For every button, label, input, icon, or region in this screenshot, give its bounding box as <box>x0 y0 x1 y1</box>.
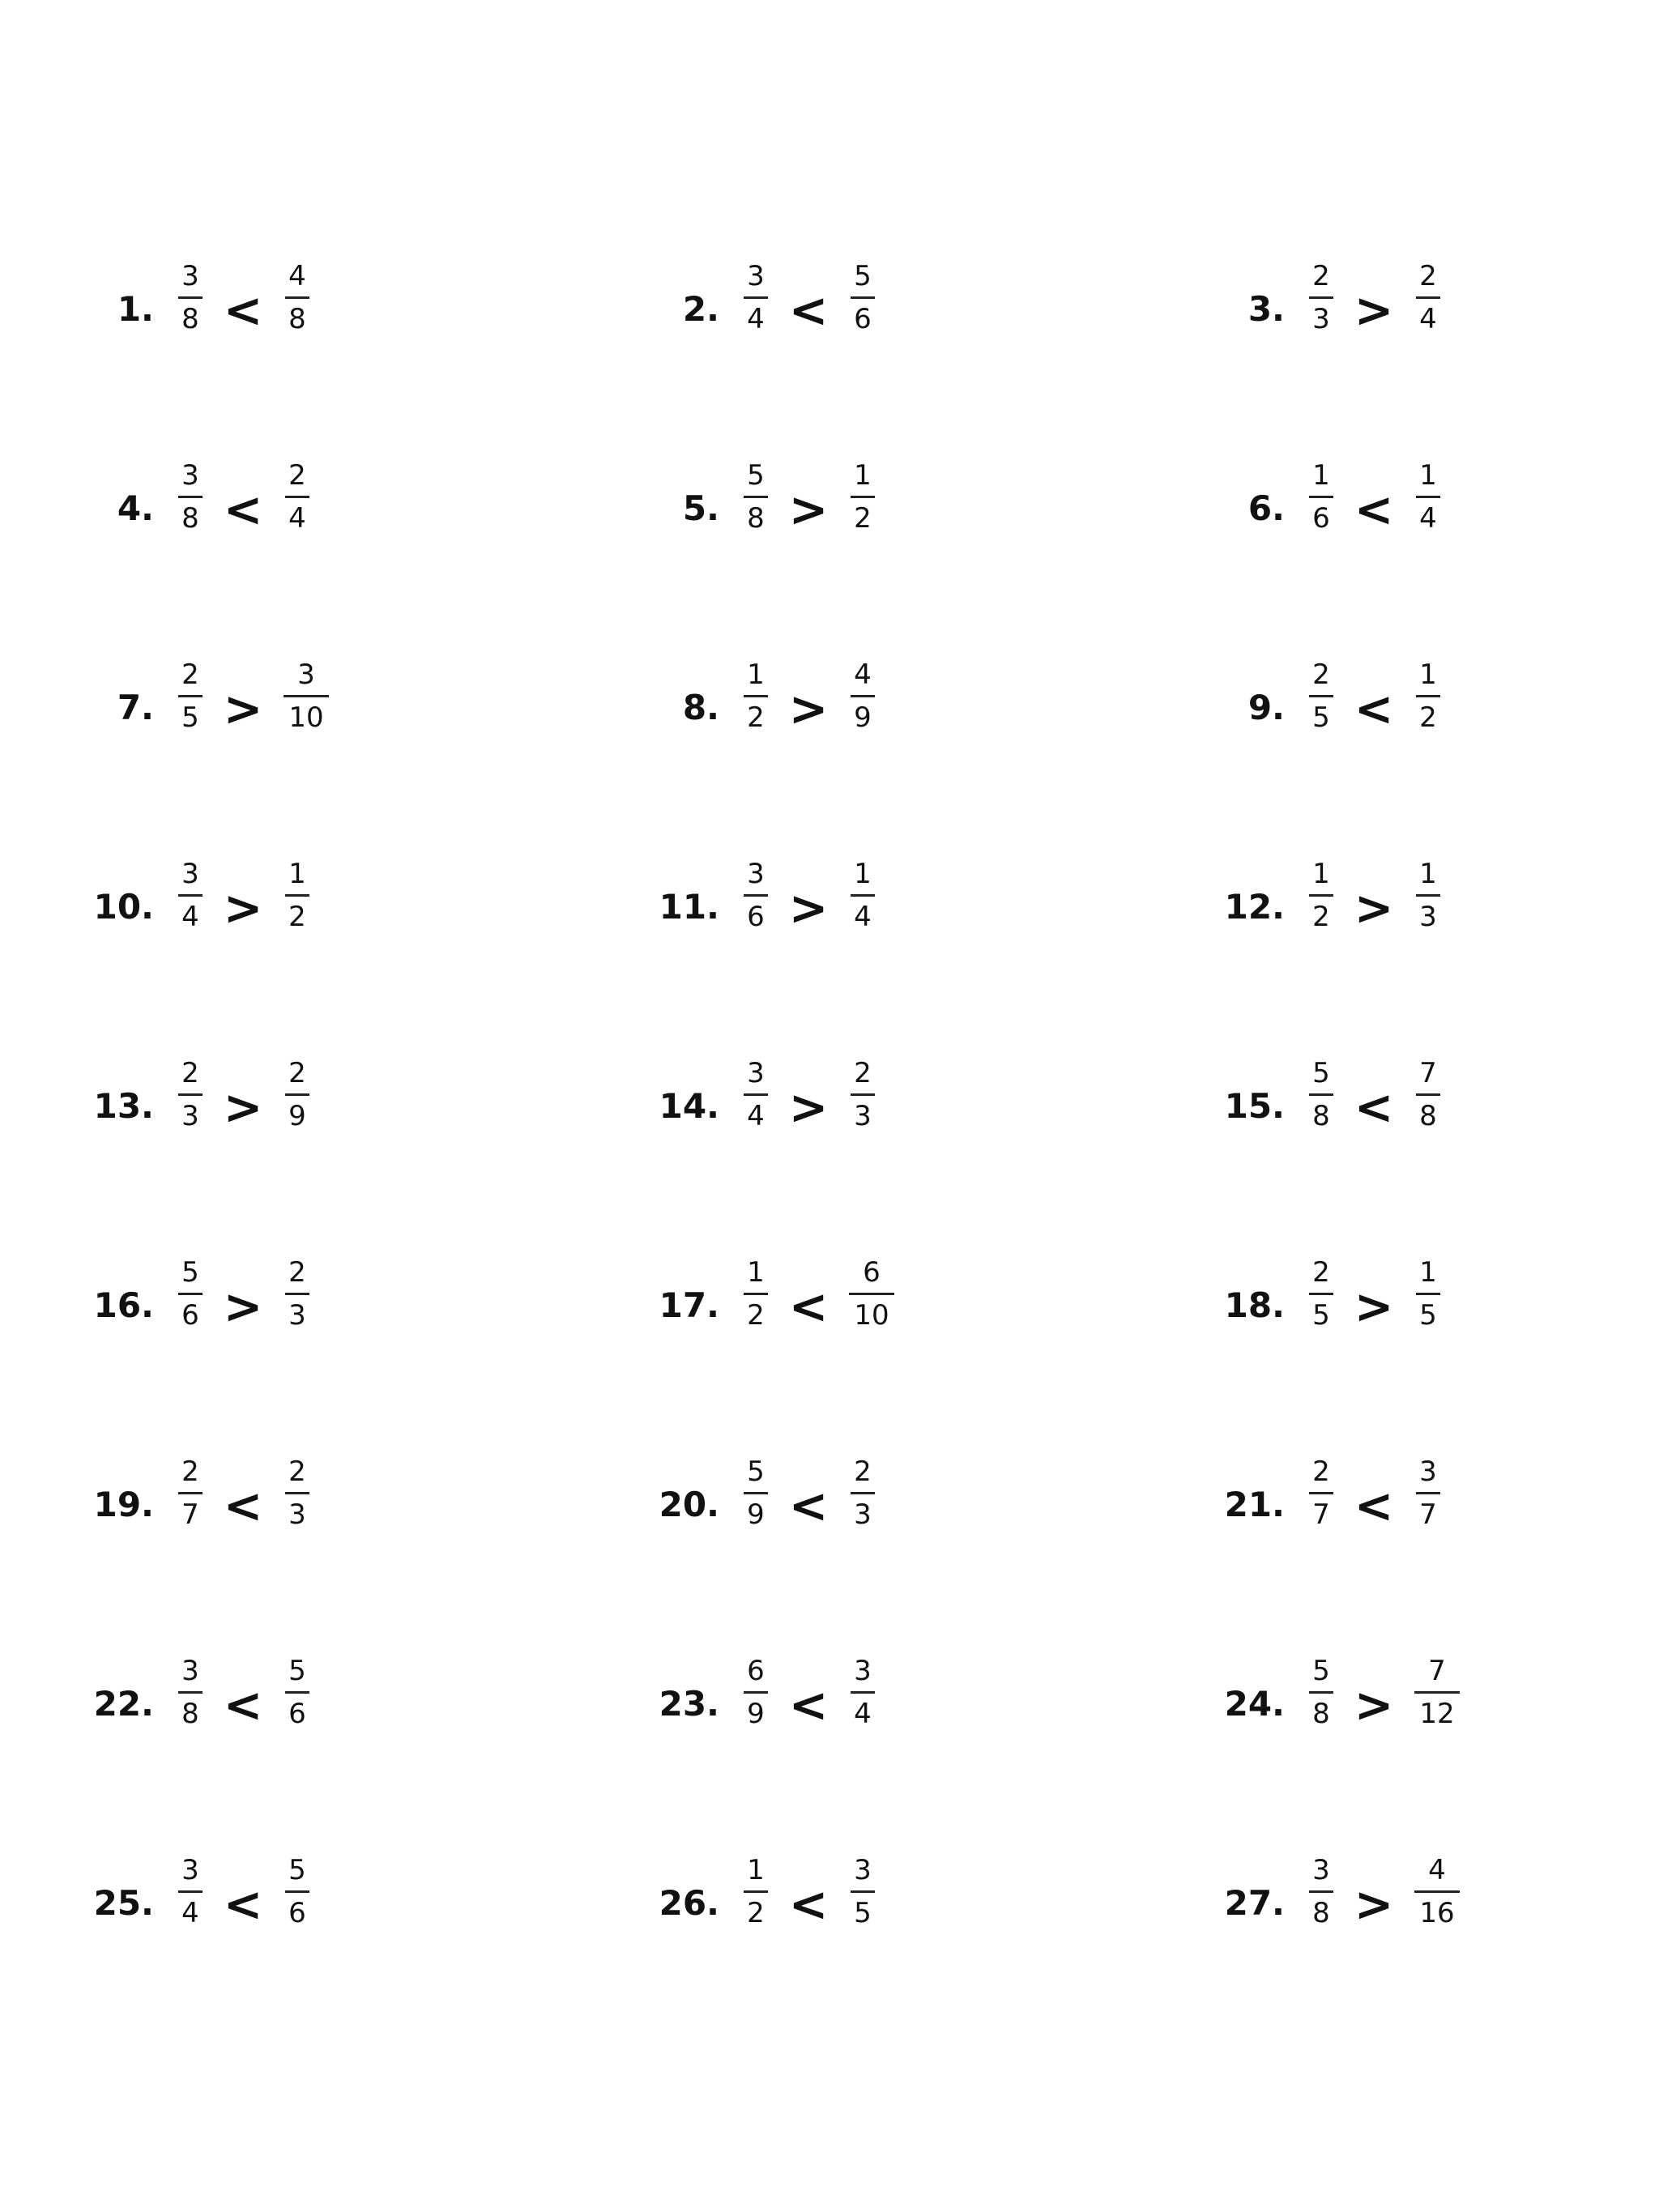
denominator: 3 <box>1419 901 1437 933</box>
right-fraction <box>1416 658 1440 734</box>
denominator: 6 <box>288 1897 306 1929</box>
right-fraction <box>1414 1657 1460 1729</box>
left-fraction <box>1309 1059 1333 1132</box>
right-fraction <box>851 860 875 932</box>
denominator: 6 <box>1312 502 1330 535</box>
numerator: 5 <box>1312 1057 1330 1089</box>
denominator: 4 <box>288 502 306 535</box>
right-fraction <box>1414 1856 1460 1929</box>
left-fraction <box>1309 1657 1333 1729</box>
denominator: 4 <box>747 1100 765 1132</box>
problem-number: 20. <box>659 1485 719 1524</box>
numerator: 1 <box>1419 658 1437 691</box>
problem-number: 22. <box>93 1684 154 1724</box>
fraction-bar <box>1309 1093 1333 1096</box>
problem-number: 8. <box>682 688 719 727</box>
comparison-symbol: < <box>788 1279 829 1334</box>
left-fraction <box>744 658 768 734</box>
comparison-symbol: < <box>1354 1080 1394 1135</box>
left-fraction <box>744 860 768 932</box>
fraction-bar <box>1416 695 1440 697</box>
denominator: 9 <box>288 1100 306 1132</box>
numerator: 4 <box>854 658 872 691</box>
fraction-bar <box>1416 496 1440 498</box>
denominator: 5 <box>1312 701 1330 734</box>
right-fraction <box>1416 1059 1440 1132</box>
fraction-bar <box>178 496 203 498</box>
left-fraction <box>744 1059 768 1132</box>
right-fraction <box>285 1455 309 1531</box>
left-fraction <box>178 1455 203 1531</box>
numerator: 3 <box>747 858 765 890</box>
denominator: 3 <box>1312 303 1330 335</box>
problem-number: 9. <box>1247 688 1285 727</box>
left-fraction <box>744 1856 768 1929</box>
numerator: 1 <box>1419 459 1437 492</box>
denominator: 8 <box>288 303 306 335</box>
fraction-bar <box>178 296 203 299</box>
fraction-bar <box>1309 1492 1333 1494</box>
fraction-bar <box>285 1890 309 1893</box>
denominator: 4 <box>181 1897 199 1929</box>
numerator: 1 <box>854 459 872 492</box>
numerator: 3 <box>747 260 765 292</box>
denominator: 7 <box>1312 1498 1330 1531</box>
fraction-bar <box>178 695 203 697</box>
numerator: 2 <box>288 1256 306 1289</box>
numerator: 1 <box>1419 1256 1437 1289</box>
numerator: 2 <box>181 1455 199 1488</box>
denominator: 6 <box>747 901 765 933</box>
denominator: 2 <box>854 502 872 535</box>
comparison-symbol: > <box>1354 1279 1394 1334</box>
denominator: 2 <box>747 701 765 734</box>
problem-number: 23. <box>659 1684 719 1724</box>
numerator: 3 <box>1419 1455 1437 1488</box>
left-fraction <box>178 1256 203 1332</box>
right-fraction <box>1416 1256 1440 1332</box>
left-fraction <box>744 1657 768 1729</box>
problem-number: 7. <box>117 688 154 727</box>
numerator: 1 <box>854 858 872 890</box>
comparison-symbol: < <box>223 1677 263 1733</box>
left-fraction <box>744 1256 768 1332</box>
numerator: 2 <box>1419 260 1437 292</box>
fraction-bar <box>1309 496 1333 498</box>
denominator: 2 <box>747 1897 765 1929</box>
fraction-bar <box>285 1093 309 1096</box>
denominator: 4 <box>854 1698 872 1730</box>
denominator: 3 <box>288 1299 306 1332</box>
numerator: 7 <box>1428 1655 1446 1687</box>
denominator: 8 <box>1312 1100 1330 1132</box>
fraction-bar <box>744 296 768 299</box>
denominator: 5 <box>854 1897 872 1929</box>
numerator: 2 <box>288 1057 306 1089</box>
problem-number: 16. <box>93 1285 154 1325</box>
fraction-bar <box>744 1093 768 1096</box>
denominator: 8 <box>181 1698 199 1730</box>
fraction-bar <box>1309 894 1333 897</box>
numerator: 3 <box>181 459 199 492</box>
left-fraction <box>178 1059 203 1132</box>
denominator: 4 <box>854 901 872 933</box>
problem-number: 24. <box>1224 1684 1285 1724</box>
left-fraction <box>1309 262 1333 335</box>
right-fraction <box>851 459 875 535</box>
fraction-bar <box>744 1492 768 1494</box>
numerator: 6 <box>747 1655 765 1687</box>
denominator: 7 <box>181 1498 199 1531</box>
numerator: 1 <box>1312 459 1330 492</box>
fraction-bar <box>1416 1293 1440 1295</box>
numerator: 5 <box>181 1256 199 1289</box>
numerator: 5 <box>288 1854 306 1886</box>
denominator: 2 <box>1419 701 1437 734</box>
numerator: 2 <box>288 459 306 492</box>
right-fraction <box>285 1256 309 1332</box>
problem-number: 1. <box>117 289 154 329</box>
denominator: 8 <box>1312 1698 1330 1730</box>
right-fraction <box>1416 262 1440 335</box>
comparison-symbol: < <box>223 283 263 338</box>
denominator: 3 <box>854 1498 872 1531</box>
right-fraction <box>1416 459 1440 535</box>
right-fraction <box>849 1256 894 1332</box>
comparison-symbol: > <box>1354 1877 1394 1932</box>
numerator: 3 <box>181 1655 199 1687</box>
comparison-symbol: > <box>1354 283 1394 338</box>
fraction-bar <box>744 695 768 697</box>
fraction-bar <box>1309 695 1333 697</box>
right-fraction <box>851 262 875 335</box>
fraction-bar <box>284 695 329 697</box>
denominator: 2 <box>747 1299 765 1332</box>
fraction-bar <box>1414 1890 1460 1893</box>
numerator: 2 <box>181 658 199 691</box>
numerator: 2 <box>854 1455 872 1488</box>
comparison-symbol: < <box>1354 681 1394 736</box>
denominator: 5 <box>1419 1299 1437 1332</box>
numerator: 5 <box>747 1455 765 1488</box>
numerator: 6 <box>863 1256 881 1289</box>
right-fraction <box>285 1856 309 1929</box>
numerator: 5 <box>1312 1655 1330 1687</box>
numerator: 2 <box>181 1057 199 1089</box>
fraction-bar <box>744 1691 768 1694</box>
numerator: 3 <box>854 1854 872 1886</box>
numerator: 2 <box>1312 1256 1330 1289</box>
left-fraction <box>1309 459 1333 535</box>
numerator: 5 <box>288 1655 306 1687</box>
comparison-symbol: > <box>788 681 829 736</box>
right-fraction <box>851 658 875 734</box>
numerator: 1 <box>1419 858 1437 890</box>
numerator: 3 <box>181 260 199 292</box>
fraction-bar <box>178 1890 203 1893</box>
denominator: 7 <box>1419 1498 1437 1531</box>
fraction-bar <box>1309 1890 1333 1893</box>
right-fraction <box>285 262 309 335</box>
right-fraction <box>1416 1455 1440 1531</box>
denominator: 4 <box>747 303 765 335</box>
numerator: 3 <box>1312 1854 1330 1886</box>
right-fraction <box>285 1657 309 1729</box>
numerator: 1 <box>747 658 765 691</box>
fraction-bar <box>285 496 309 498</box>
denominator: 9 <box>747 1498 765 1531</box>
problem-number: 3. <box>1247 289 1285 329</box>
denominator: 4 <box>181 901 199 933</box>
fraction-bar <box>1309 296 1333 299</box>
denominator: 3 <box>288 1498 306 1531</box>
fraction-bar <box>744 1890 768 1893</box>
comparison-symbol: > <box>788 1080 829 1135</box>
problem-number: 11. <box>659 887 719 927</box>
problem-number: 4. <box>117 488 154 528</box>
problem-number: 21. <box>1224 1485 1285 1524</box>
fraction-bar <box>285 1691 309 1694</box>
fraction-bar <box>744 1293 768 1295</box>
numerator: 2 <box>288 1455 306 1488</box>
comparison-symbol: > <box>223 1080 263 1135</box>
problem-number: 2. <box>682 289 719 329</box>
problem-number: 5. <box>682 488 719 528</box>
denominator: 6 <box>181 1299 199 1332</box>
numerator: 7 <box>1419 1057 1437 1089</box>
numerator: 3 <box>747 1057 765 1089</box>
fraction-bar <box>178 1492 203 1494</box>
left-fraction <box>744 459 768 535</box>
numerator: 4 <box>288 260 306 292</box>
denominator: 5 <box>1312 1299 1330 1332</box>
denominator: 2 <box>288 901 306 933</box>
numerator: 5 <box>747 459 765 492</box>
fraction-bar <box>851 1691 875 1694</box>
denominator: 3 <box>181 1100 199 1132</box>
denominator: 2 <box>1312 901 1330 933</box>
fraction-bar <box>1416 1093 1440 1096</box>
fraction-bar <box>285 1293 309 1295</box>
problem-number: 18. <box>1224 1285 1285 1325</box>
numerator: 3 <box>854 1655 872 1687</box>
numerator: 3 <box>181 1854 199 1886</box>
denominator: 10 <box>854 1299 889 1332</box>
fraction-bar <box>851 496 875 498</box>
left-fraction <box>178 1657 203 1729</box>
denominator: 3 <box>854 1100 872 1132</box>
right-fraction <box>284 658 329 734</box>
denominator: 8 <box>181 502 199 535</box>
right-fraction <box>851 1657 875 1729</box>
denominator: 9 <box>747 1698 765 1730</box>
denominator: 6 <box>288 1698 306 1730</box>
left-fraction <box>178 1856 203 1929</box>
comparison-symbol: < <box>788 1478 829 1533</box>
left-fraction <box>744 1455 768 1531</box>
denominator: 4 <box>1419 303 1437 335</box>
numerator: 1 <box>288 858 306 890</box>
comparison-symbol: < <box>1354 1478 1394 1533</box>
problem-number: 17. <box>659 1285 719 1325</box>
comparison-symbol: < <box>223 1478 263 1533</box>
fraction-bar <box>178 894 203 897</box>
problem-number: 27. <box>1224 1883 1285 1923</box>
left-fraction <box>1309 1256 1333 1332</box>
fraction-bar <box>851 1492 875 1494</box>
problem-number: 6. <box>1247 488 1285 528</box>
comparison-symbol: > <box>223 681 263 736</box>
fraction-bar <box>1416 296 1440 299</box>
right-fraction <box>285 860 309 932</box>
left-fraction <box>1309 860 1333 932</box>
fraction-bar <box>1416 1492 1440 1494</box>
comparison-symbol: > <box>223 880 263 936</box>
numerator: 3 <box>181 858 199 890</box>
left-fraction <box>1309 658 1333 734</box>
comparison-symbol: < <box>223 1877 263 1932</box>
problem-number: 10. <box>93 887 154 927</box>
fraction-bar <box>849 1293 894 1295</box>
fraction-bar <box>1416 894 1440 897</box>
right-fraction <box>285 1059 309 1132</box>
fraction-bar <box>178 1093 203 1096</box>
problem-number: 12. <box>1224 887 1285 927</box>
left-fraction <box>744 262 768 335</box>
problem-number: 15. <box>1224 1086 1285 1126</box>
right-fraction <box>285 459 309 535</box>
numerator: 4 <box>1428 1854 1446 1886</box>
right-fraction <box>851 1059 875 1132</box>
fraction-bar <box>851 894 875 897</box>
denominator: 8 <box>1312 1897 1330 1929</box>
numerator: 1 <box>747 1256 765 1289</box>
numerator: 2 <box>1312 1455 1330 1488</box>
fraction-bar <box>851 1093 875 1096</box>
numerator: 1 <box>747 1854 765 1886</box>
denominator: 16 <box>1419 1897 1455 1929</box>
fraction-bar <box>851 695 875 697</box>
comparison-symbol: > <box>223 1279 263 1334</box>
problem-number: 26. <box>659 1883 719 1923</box>
numerator: 1 <box>1312 858 1330 890</box>
fraction-bar <box>851 296 875 299</box>
denominator: 10 <box>288 701 324 734</box>
right-fraction <box>851 1856 875 1929</box>
denominator: 6 <box>854 303 872 335</box>
denominator: 8 <box>181 303 199 335</box>
comparison-symbol: > <box>788 482 829 537</box>
fraction-bar <box>178 1293 203 1295</box>
left-fraction <box>1309 1455 1333 1531</box>
comparison-symbol: > <box>788 880 829 936</box>
left-fraction <box>178 459 203 535</box>
denominator: 8 <box>747 502 765 535</box>
numerator: 2 <box>1312 260 1330 292</box>
problem-number: 19. <box>93 1485 154 1524</box>
left-fraction <box>178 658 203 734</box>
fraction-bar <box>1309 1691 1333 1694</box>
problem-number: 13. <box>93 1086 154 1126</box>
fraction-bar <box>285 296 309 299</box>
problem-number: 25. <box>93 1883 154 1923</box>
numerator: 5 <box>854 260 872 292</box>
denominator: 5 <box>181 701 199 734</box>
comparison-symbol: > <box>1354 1677 1394 1733</box>
problem-number: 14. <box>659 1086 719 1126</box>
right-fraction <box>1416 860 1440 932</box>
fraction-bar <box>1414 1691 1460 1694</box>
numerator: 3 <box>297 658 315 691</box>
fraction-bar <box>178 1691 203 1694</box>
left-fraction <box>178 860 203 932</box>
fraction-bar <box>744 894 768 897</box>
comparison-symbol: < <box>788 1877 829 1932</box>
comparison-symbol: < <box>788 283 829 338</box>
fraction-bar <box>744 496 768 498</box>
fraction-bar <box>1309 1293 1333 1295</box>
fraction-bar <box>851 1890 875 1893</box>
right-fraction <box>851 1455 875 1531</box>
left-fraction <box>1309 1856 1333 1929</box>
fraction-bar <box>285 1492 309 1494</box>
denominator: 12 <box>1419 1698 1455 1730</box>
comparison-symbol: > <box>1354 880 1394 936</box>
fraction-bar <box>285 894 309 897</box>
numerator: 2 <box>854 1057 872 1089</box>
numerator: 2 <box>1312 658 1330 691</box>
denominator: 8 <box>1419 1100 1437 1132</box>
denominator: 9 <box>854 701 872 734</box>
comparison-symbol: < <box>223 482 263 537</box>
comparison-symbol: < <box>1354 482 1394 537</box>
left-fraction <box>178 262 203 335</box>
denominator: 4 <box>1419 502 1437 535</box>
comparison-symbol: < <box>788 1677 829 1733</box>
